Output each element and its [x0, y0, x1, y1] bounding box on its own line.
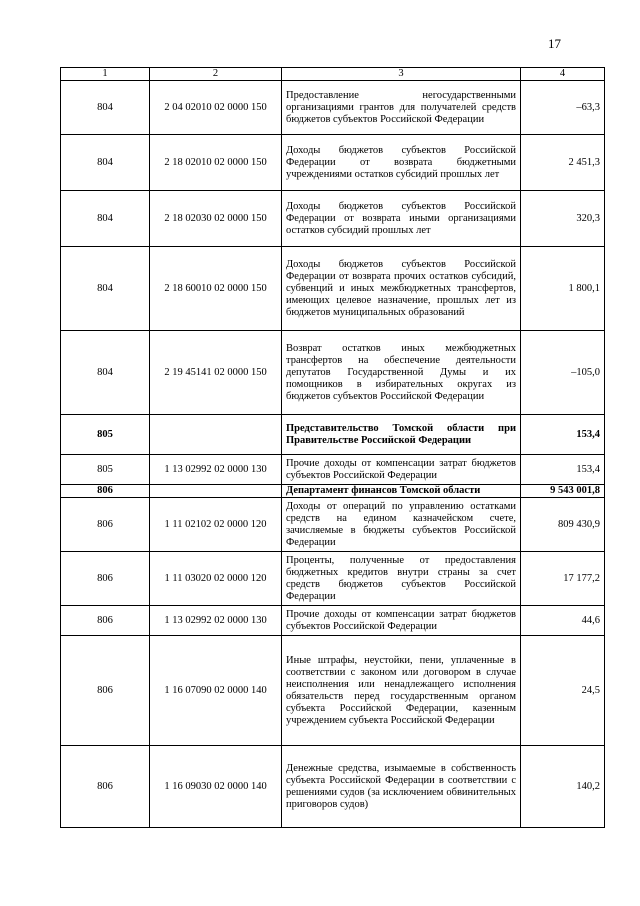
revenue-name-cell: Иные штрафы, неустойки, пени, уплаченные в соответствии с законом или договором в случае неисполнения или ненадлежащего исполнения обязательств перед государственным органом субъекта Российской Федерации, казенным учреждением субъекта Российской Федерации [282, 636, 521, 746]
table-row [61, 485, 605, 498]
admin-code-cell: 806 [61, 636, 150, 746]
budget-code-cell: 1 11 02102 02 0000 120 [150, 498, 282, 552]
budget-code-cell: 2 04 02010 02 0000 150 [150, 81, 282, 135]
amount-cell: 320,3 [521, 191, 605, 247]
revenue-name-cell: Доходы бюджетов субъектов Российской Федерации от возврата бюджетными учреждениями остатков субсидий прошлых лет [282, 135, 521, 191]
amount-cell: 9 543 001,8 [521, 485, 605, 498]
table-row [61, 455, 605, 485]
admin-code-cell: 804 [61, 331, 150, 415]
header-cell-1: 1 [61, 68, 150, 81]
table-header-row [61, 68, 605, 81]
header-cell-3: 3 [282, 68, 521, 81]
amount-cell: –105,0 [521, 331, 605, 415]
budget-code-cell: 1 16 07090 02 0000 140 [150, 636, 282, 746]
revenue-name-cell: Представительство Томской области при Правительстве Российской Федерации [282, 415, 521, 455]
table-row [61, 81, 605, 135]
budget-code-cell: 2 19 45141 02 0000 150 [150, 331, 282, 415]
admin-code-cell: 806 [61, 552, 150, 606]
admin-code-cell: 806 [61, 606, 150, 636]
admin-code-cell: 806 [61, 485, 150, 498]
admin-code-cell: 806 [61, 746, 150, 828]
table-row [61, 247, 605, 331]
budget-code-cell [150, 415, 282, 455]
admin-code-cell: 805 [61, 455, 150, 485]
table-row [61, 552, 605, 606]
amount-cell: –63,3 [521, 81, 605, 135]
amount-cell: 2 451,3 [521, 135, 605, 191]
revenue-name-cell: Проценты, полученные от предоставления бюджетных кредитов внутри страны за счет средств бюджетов субъектов Российской Федерации [282, 552, 521, 606]
budget-code-cell: 1 13 02992 02 0000 130 [150, 455, 282, 485]
revenue-name-cell: Возврат остатков иных межбюджетных трансфертов на обеспечение деятельности депутатов Государственной Думы и их помощников в избирательных округах из бюджетов субъектов Российской Федерации [282, 331, 521, 415]
budget-code-cell: 2 18 02030 02 0000 150 [150, 191, 282, 247]
amount-cell: 153,4 [521, 455, 605, 485]
table-row [61, 498, 605, 552]
budget-code-cell: 1 16 09030 02 0000 140 [150, 746, 282, 828]
header-cell-4: 4 [521, 68, 605, 81]
amount-cell: 1 800,1 [521, 247, 605, 331]
revenue-name-cell: Департамент финансов Томской области [282, 485, 521, 498]
page-number: 17 [548, 36, 561, 51]
budget-revenue-table [60, 67, 605, 828]
revenue-name-cell: Прочие доходы от компенсации затрат бюджетов субъектов Российской Федерации [282, 455, 521, 485]
table-row [61, 636, 605, 746]
revenue-name-cell: Доходы бюджетов субъектов Российской Федерации от возврата прочих остатков субсидий, субвенций и иных межбюджетных трансфертов, имеющих целевое назначение, прошлых лет из бюджетов муниципальных образований [282, 247, 521, 331]
amount-cell: 809 430,9 [521, 498, 605, 552]
revenue-name-cell: Прочие доходы от компенсации затрат бюджетов субъектов Российской Федерации [282, 606, 521, 636]
amount-cell: 17 177,2 [521, 552, 605, 606]
amount-cell: 140,2 [521, 746, 605, 828]
table-row [61, 415, 605, 455]
table-row [61, 135, 605, 191]
budget-code-cell: 1 11 03020 02 0000 120 [150, 552, 282, 606]
admin-code-cell: 804 [61, 81, 150, 135]
admin-code-cell: 804 [61, 135, 150, 191]
budget-code-cell: 1 13 02992 02 0000 130 [150, 606, 282, 636]
revenue-name-cell: Денежные средства, изымаемые в собственность субъекта Российской Федерации в соответствии с решениями судов (за исключением обвинительных приговоров судов) [282, 746, 521, 828]
admin-code-cell: 806 [61, 498, 150, 552]
table-row [61, 606, 605, 636]
budget-code-cell: 2 18 60010 02 0000 150 [150, 247, 282, 331]
table-row [61, 191, 605, 247]
revenue-name-cell: Доходы бюджетов субъектов Российской Федерации от возврата иными организациями остатков субсидий прошлых лет [282, 191, 521, 247]
table-row [61, 331, 605, 415]
budget-code-cell: 2 18 02010 02 0000 150 [150, 135, 282, 191]
amount-cell: 24,5 [521, 636, 605, 746]
admin-code-cell: 804 [61, 191, 150, 247]
admin-code-cell: 804 [61, 247, 150, 331]
admin-code-cell: 805 [61, 415, 150, 455]
revenue-name-cell: Предоставление негосударственными организациями грантов для получателей средств бюджетов субъектов Российской Федерации [282, 81, 521, 135]
table-row [61, 746, 605, 828]
amount-cell: 153,4 [521, 415, 605, 455]
amount-cell: 44,6 [521, 606, 605, 636]
revenue-name-cell: Доходы от операций по управлению остатками средств на едином казначейском счете, зачисляемые в бюджеты субъектов Российской Федерации [282, 498, 521, 552]
budget-code-cell [150, 485, 282, 498]
header-cell-2: 2 [150, 68, 282, 81]
